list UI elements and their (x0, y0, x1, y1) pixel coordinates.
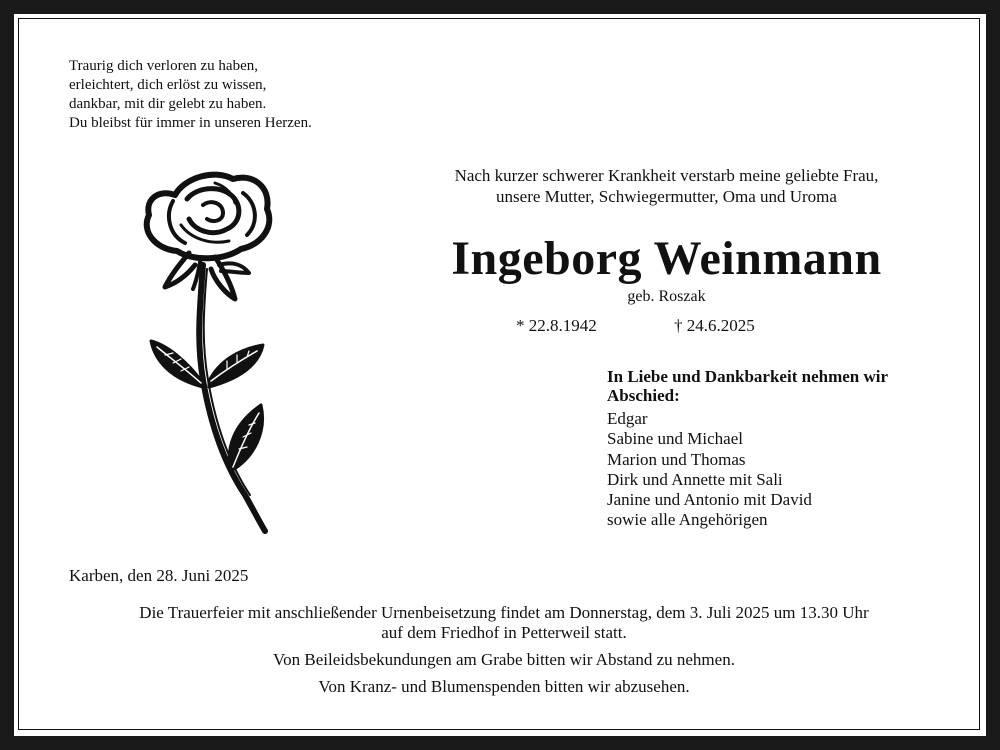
birth-date: * 22.8.1942 (516, 316, 597, 335)
death-announcement (379, 165, 954, 207)
mourners-block (607, 367, 947, 531)
mourner: Dirk und Annette mit Sali (607, 469, 783, 489)
mourner: Sabine und Michael (607, 429, 743, 449)
death-date: † 24.6.2025 (674, 316, 755, 335)
birth-name: geb. Roszak (627, 288, 706, 305)
condolence-note: Von Beileidsbekundungen am Grabe bitten wir Abstand zu nehmen. (273, 650, 735, 669)
funeral-notice (39, 603, 969, 697)
mourner: sowie alle Angehörigen (607, 510, 768, 530)
poem-line: Traurig dich verloren zu haben, (69, 58, 258, 74)
poem-line: dankbar, mit dir gelebt zu haben. (69, 96, 267, 112)
poem-line: Du bleibst für immer in unseren Herzen. (69, 115, 312, 131)
announcement-line: unsere Mutter, Schwiegermutter, Oma und Uroma (496, 187, 837, 206)
rose-icon (115, 165, 285, 535)
mourner: Janine und Antonio mit David (607, 490, 812, 510)
ceremony-line: Die Trauerfeier mit anschließender Urnenbeisetzung findet am Donnerstag, dem 3. Juli 2025 um 13.30 Uhr (139, 603, 869, 622)
ceremony-line: auf dem Friedhof in Petterweil statt. (381, 623, 627, 642)
announcement-line: Nach kurzer schwerer Krankheit verstarb meine geliebte Frau, (454, 166, 879, 185)
place-and-date: Karben, den 28. Juni 2025 (69, 566, 249, 585)
obituary-border (18, 18, 980, 730)
poem (69, 57, 312, 133)
mourners-list (607, 409, 947, 531)
poem-line: erleichtert, dich erlöst zu wissen, (69, 77, 267, 93)
obituary-page (14, 14, 986, 736)
mourners-heading: In Liebe und Dankbarkeit nehmen wir Abschied: (607, 367, 888, 405)
mourner: Marion und Thomas (607, 449, 746, 469)
mourner: Edgar (607, 409, 648, 428)
flowers-note: Von Kranz- und Blumenspenden bitten wir abzusehen. (318, 677, 690, 696)
deceased-name: Ingeborg Weinmann (451, 232, 882, 285)
